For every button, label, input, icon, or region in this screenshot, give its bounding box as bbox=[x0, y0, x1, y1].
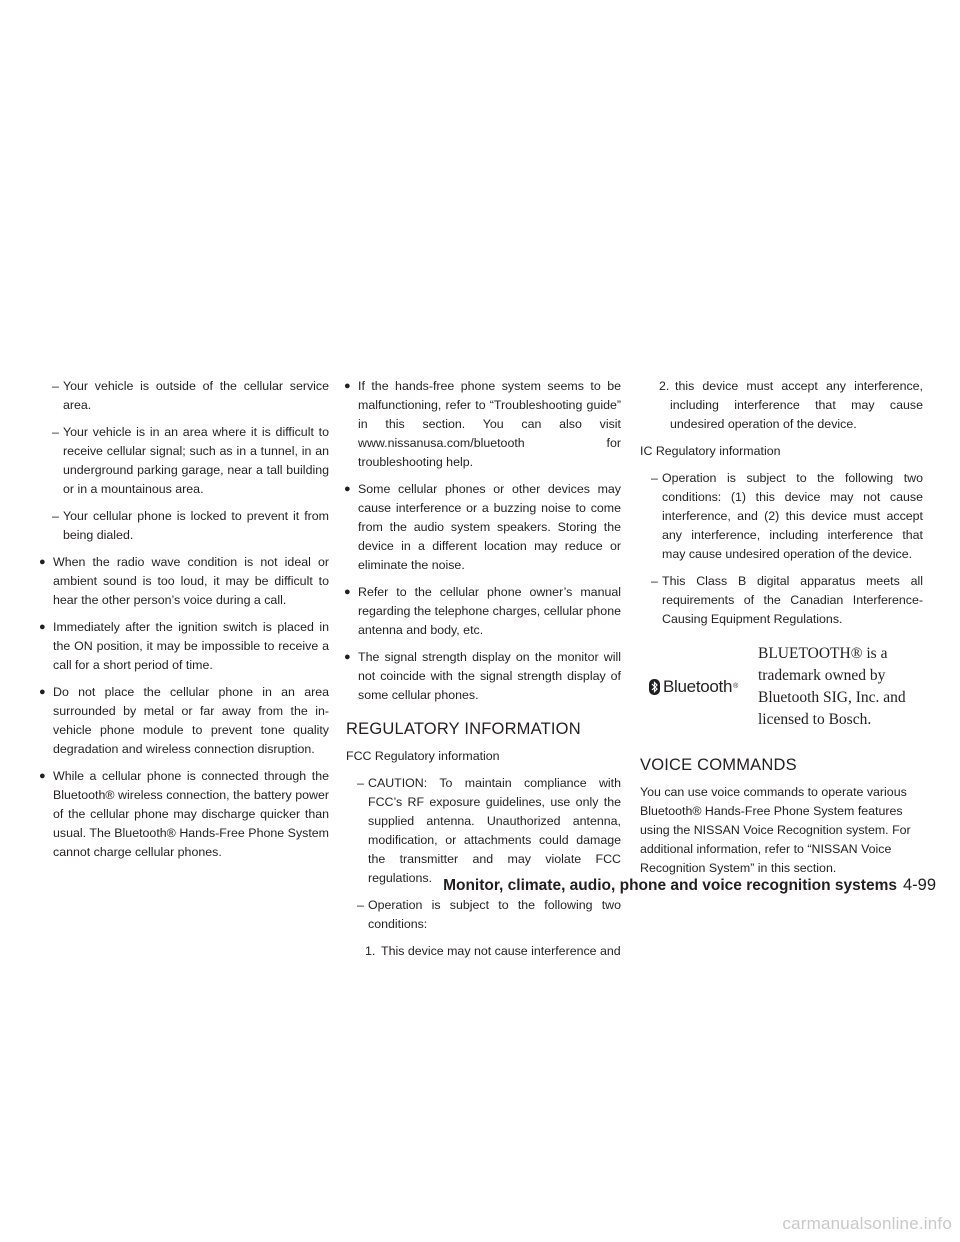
numbered-item: 2. this device must accept any interference, including interference that may cause undesired operation of the device. bbox=[659, 379, 923, 431]
footer-title: Monitor, climate, audio, phone and voice recognition systems bbox=[443, 877, 897, 894]
bullet-icon: ● bbox=[344, 483, 351, 495]
list-item: ● Refer to the cellular phone owner’s manual regarding the telephone charges, cellular phone antenna and body, etc. bbox=[344, 585, 621, 637]
page-number: 4-99 bbox=[902, 876, 936, 894]
bullet-icon: ● bbox=[39, 556, 46, 568]
list-item: – Operation is subject to the following two conditions: bbox=[357, 898, 621, 931]
bluetooth-icon bbox=[649, 679, 660, 695]
bullet-icon: ● bbox=[344, 651, 351, 663]
list-item: – This Class B digital apparatus meets all requirements of the Canadian Interference-Causing Equipment Regulations. bbox=[651, 574, 923, 626]
section-heading-voice-commands: VOICE COMMANDS bbox=[640, 756, 797, 774]
number-marker: 1. bbox=[365, 944, 376, 958]
dash-marker: – bbox=[357, 898, 364, 912]
list-item: ● Do not place the cellular phone in an area surrounded by metal or far away from the in-vehicle phone module to prevent tone quality degradation and wireless connection disruption. bbox=[39, 685, 329, 756]
list-item: ● Immediately after the ignition switch is placed in the ON position, it may be impossible to receive a call for a short period of time. bbox=[39, 620, 329, 672]
list-item: ● If the hands-free phone system seems to be malfunctioning, refer to “Troubleshooting guide” in this section. You can also visit www.nissanusa.com/bluetooth for troubleshooting help. bbox=[344, 379, 621, 469]
section-heading-regulatory: REGULATORY INFORMATION bbox=[346, 720, 581, 738]
ic-label: IC Regulatory information bbox=[640, 444, 781, 458]
column-left bbox=[41, 377, 329, 870]
dash-marker: – bbox=[52, 425, 59, 439]
list-item: – Your vehicle is in an area where it is difficult to receive cellular signal; such as in a tunnel, in an underground parking garage, near a tall building or in a mountainous area. bbox=[52, 425, 329, 496]
dash-marker: – bbox=[52, 509, 59, 523]
list-item: – Operation is subject to the following two conditions: (1) this device may not cause interference, and (2) this device must accept any interference, including interference that may cause undesired operation of the device. bbox=[651, 471, 923, 561]
bluetooth-wordmark: Bluetooth bbox=[663, 677, 733, 696]
bluetooth-logo bbox=[649, 677, 738, 696]
bullet-icon: ● bbox=[39, 621, 46, 633]
registered-mark: ® bbox=[733, 683, 739, 690]
trademark-notice: BLUETOOTH® is a trademark owned by Bluetooth SIG, Inc. and licensed to Bosch. bbox=[758, 645, 906, 728]
page-footer bbox=[0, 876, 936, 895]
list-item: – Your cellular phone is locked to prevent it from being dialed. bbox=[52, 509, 329, 542]
list-item: ● Some cellular phones or other devices may cause interference or a buzzing noise to come from the audio system speakers. Storing the device in a different location may reduce or eliminate the noise. bbox=[344, 482, 621, 572]
numbered-item: 1. This device may not cause interference and bbox=[346, 942, 621, 961]
fcc-label: FCC Regulatory information bbox=[346, 749, 500, 763]
dash-marker: – bbox=[651, 471, 658, 485]
list-item: ● While a cellular phone is connected through the Bluetooth® wireless connection, the battery power of the cellular phone may discharge quicker than usual. The Bluetooth® Hands-Free Phone System cannot charge cellular phones. bbox=[39, 769, 329, 859]
list-item: ● The signal strength display on the monitor will not coincide with the signal strength display of some cellular phones. bbox=[344, 650, 621, 702]
list-item: – Your vehicle is outside of the cellular service area. bbox=[52, 379, 329, 412]
dash-marker: – bbox=[357, 776, 364, 790]
column-right bbox=[640, 377, 923, 886]
voice-commands-paragraph: You can use voice commands to operate various Bluetooth® Hands-Free Phone System features using the NISSAN Voice Recognition system. For additional information, refer to “NISSAN Voice Recognition System” in this section. bbox=[640, 785, 911, 875]
bullet-icon: ● bbox=[344, 380, 351, 392]
number-marker: 2. bbox=[659, 379, 670, 393]
list-item: – CAUTION: To maintain compliance with FCC’s RF exposure guidelines, use only the supplied antenna. Unauthorized antenna, modification, or attachments could damage the transmitter and may violate FCC regulations. bbox=[357, 776, 621, 885]
bullet-icon: ● bbox=[39, 686, 46, 698]
bluetooth-trademark-block bbox=[640, 643, 923, 741]
bullet-icon: ● bbox=[39, 770, 46, 782]
watermark: carmanualsonline.info bbox=[782, 1214, 952, 1233]
dash-marker: – bbox=[52, 379, 59, 393]
list-item: ● When the radio wave condition is not ideal or ambient sound is too loud, it may be difficult to hear the other person’s voice during a call. bbox=[39, 555, 329, 607]
dash-marker: – bbox=[651, 574, 658, 588]
bullet-icon: ● bbox=[344, 586, 351, 598]
